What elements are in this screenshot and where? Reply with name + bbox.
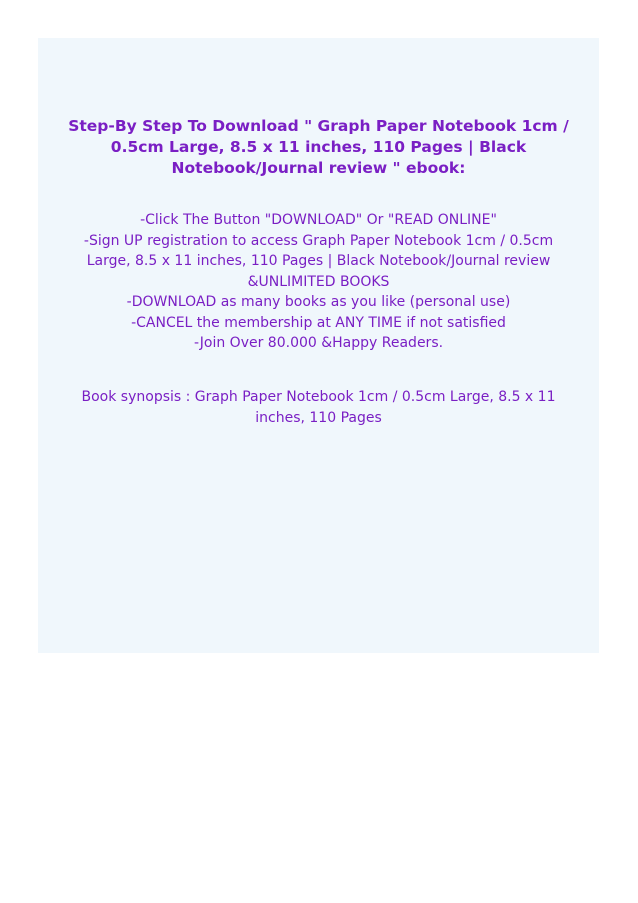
step-cancel: -CANCEL the membership at ANY TIME if not satisfied <box>131 314 506 331</box>
step-unlimited-books: &UNLIMITED BOOKS <box>247 273 390 290</box>
heading-line: 0.5cm Large, 8.5 x 11 inches, 110 Pages | Black <box>110 138 527 156</box>
heading-line: Notebook/Journal review " ebook: <box>171 159 466 177</box>
book-synopsis <box>38 387 599 428</box>
download-steps <box>38 210 599 354</box>
content-panel <box>38 38 599 653</box>
download-heading <box>38 116 599 179</box>
heading-line: Step-By Step To Download " Graph Paper Notebook 1cm / <box>68 117 569 135</box>
step-download: -DOWNLOAD as many books as you like (personal use) <box>126 294 511 310</box>
step-click-button: -Click The Button "DOWNLOAD" Or "READ ONLINE" <box>140 212 497 228</box>
step-sign-up: -Sign UP registration to access Graph Paper Notebook 1cm / 0.5cm <box>83 232 554 249</box>
synopsis-line: inches, 110 Pages <box>255 409 382 426</box>
step-sign-up-continued: Large, 8.5 x 11 inches, 110 Pages | Black Notebook/Journal review <box>86 253 551 269</box>
synopsis-line: Book synopsis : Graph Paper Notebook 1cm / 0.5cm Large, 8.5 x 11 <box>81 389 556 405</box>
step-join: -Join Over 80.000 &Happy Readers. <box>193 335 444 351</box>
